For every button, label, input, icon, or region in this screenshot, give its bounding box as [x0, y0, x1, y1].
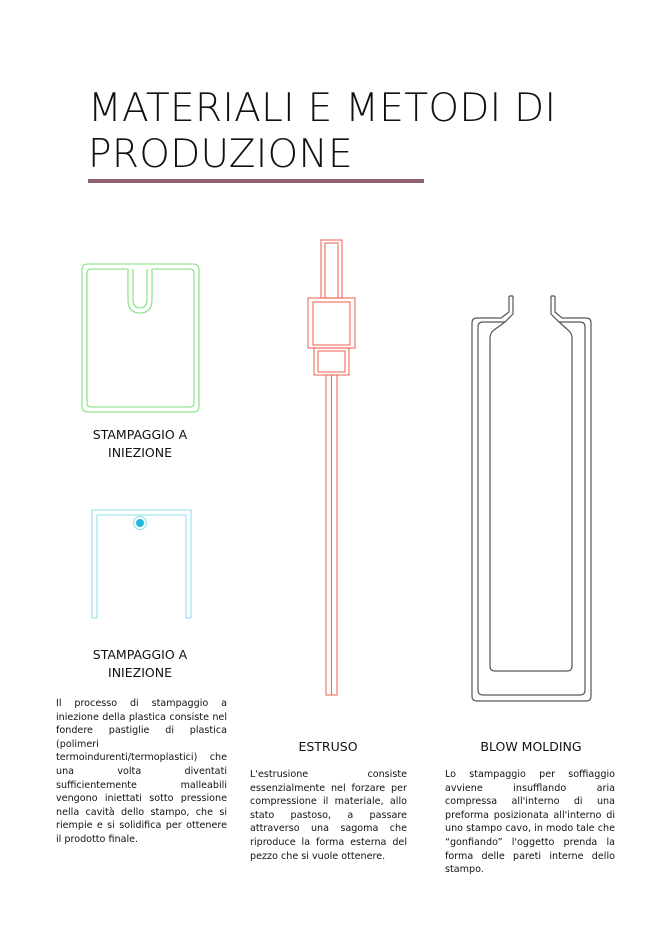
injection-mold-drawing-top	[82, 264, 199, 412]
extrusion-drawing	[308, 240, 355, 695]
blow-molding-drawing	[472, 296, 591, 701]
injection-label-bottom-line-1: STAMPAGGIO A	[92, 647, 188, 662]
injection-label-top-line-1: STAMPAGGIO A	[92, 427, 188, 442]
extrusion-label: ESTRUSO	[298, 739, 358, 754]
extrusion-description: L'estrusione consiste essenzialmente nel forzare per compressione il materiale, allo stato pastoso, a passare attraverso una sagoma che riproduce la forma esterna del pezzo che si vuole ottenere.	[250, 769, 407, 862]
injection-label-top	[70, 426, 210, 462]
injection-description: Il processo di stampaggio a iniezione della plastica consiste nel fondere pastiglie di plastica (polimeri termoindurenti/termoplastici) che una volta diventati sufficientemente malleabili vengono iniettati sotto pressione nella cavità dello stampo, che si riempie e si solidifica per ottenere il prodotto finale.	[56, 698, 227, 845]
blow-molding-label: BLOW MOLDING	[480, 739, 582, 754]
injection-label-bottom	[70, 646, 210, 682]
page-title-line-2: PRODUZIONE	[88, 132, 353, 177]
injection-label-bottom-line-2: INIEZIONE	[108, 665, 172, 680]
injection-label-top-line-2: INIEZIONE	[108, 445, 172, 460]
injection-point-dot	[136, 519, 144, 527]
blow-molding-description: Lo stampaggio per soffiaggio avviene insufflando aria compressa all'interno di una preforma posizionata all'interno di uno stampo cavo, in modo tale che “gonfiando” l'oggetto prenda la forma delle pareti interne dello stampo.	[445, 769, 615, 876]
page-title-line-1: MATERIALI E METODI DI	[88, 86, 557, 131]
